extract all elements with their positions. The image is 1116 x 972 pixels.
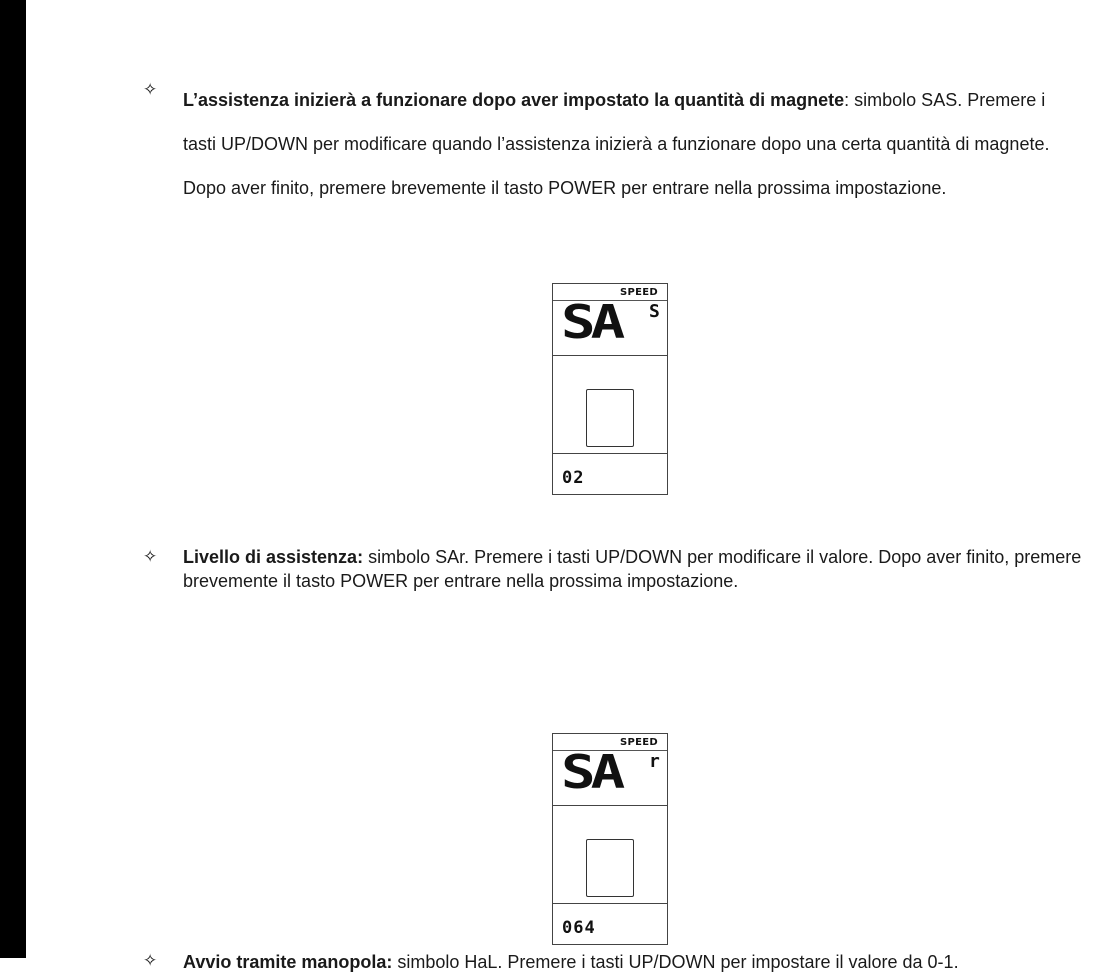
paragraph-sas-heading: L’assistenza inizierà a funzionare dopo aver impostato la quantità di magnete	[183, 90, 845, 110]
paragraph-hal	[183, 952, 1083, 972]
segment-main-readout: SA	[561, 295, 621, 349]
segment-value-readout: 02	[562, 468, 585, 488]
segment-small-readout: r	[649, 751, 660, 772]
lcd-display-sas	[552, 283, 668, 495]
paragraph-hal-heading: Avvio tramite manopola:	[183, 952, 393, 972]
lcd-display-sar	[552, 733, 668, 945]
paragraph-sar-text: simbolo SAr. Premere i tasti UP/DOWN per modificare il valore. Dopo aver finito, premere brevemente il tasto POWER per entrare nella prossima impostazione.	[183, 547, 1082, 591]
lcd-value-area	[553, 454, 667, 494]
paragraph-hal-text: simbolo HaL. Premere i tasti UP/DOWN per impostare il valore da 0-1.	[392, 952, 959, 972]
lcd-battery-area	[553, 356, 667, 454]
lcd-speed-area	[553, 284, 667, 356]
bullet-icon: ✧	[143, 547, 158, 566]
paragraph-sar-heading: Livello di assistenza:	[183, 547, 364, 567]
lcd-battery-area	[553, 806, 667, 904]
speed-label: SPEED	[620, 287, 658, 298]
bullet-icon: ✧	[143, 951, 158, 970]
battery-icon	[586, 389, 634, 447]
segment-small-readout: S	[649, 301, 660, 322]
paragraph-sar	[183, 545, 1083, 593]
lcd-speed-area	[553, 734, 667, 806]
paragraph-sas	[183, 78, 1083, 210]
page-edge-bar	[0, 0, 26, 958]
segment-main-readout: SA	[561, 745, 621, 799]
speed-label: SPEED	[620, 737, 658, 748]
segment-value-readout: 064	[562, 918, 596, 938]
battery-icon	[586, 839, 634, 897]
bullet-icon: ✧	[143, 80, 158, 99]
paragraph-sas-text: : simbolo SAS. Premere i tasti UP/DOWN per modificare quando l’assistenza inizierà a funzionare dopo una certa quantità di magnete. Dopo aver finito, premere brevemente il tasto POWER per entrare nella prossima impostazione.	[183, 90, 1050, 198]
lcd-value-area	[553, 904, 667, 944]
